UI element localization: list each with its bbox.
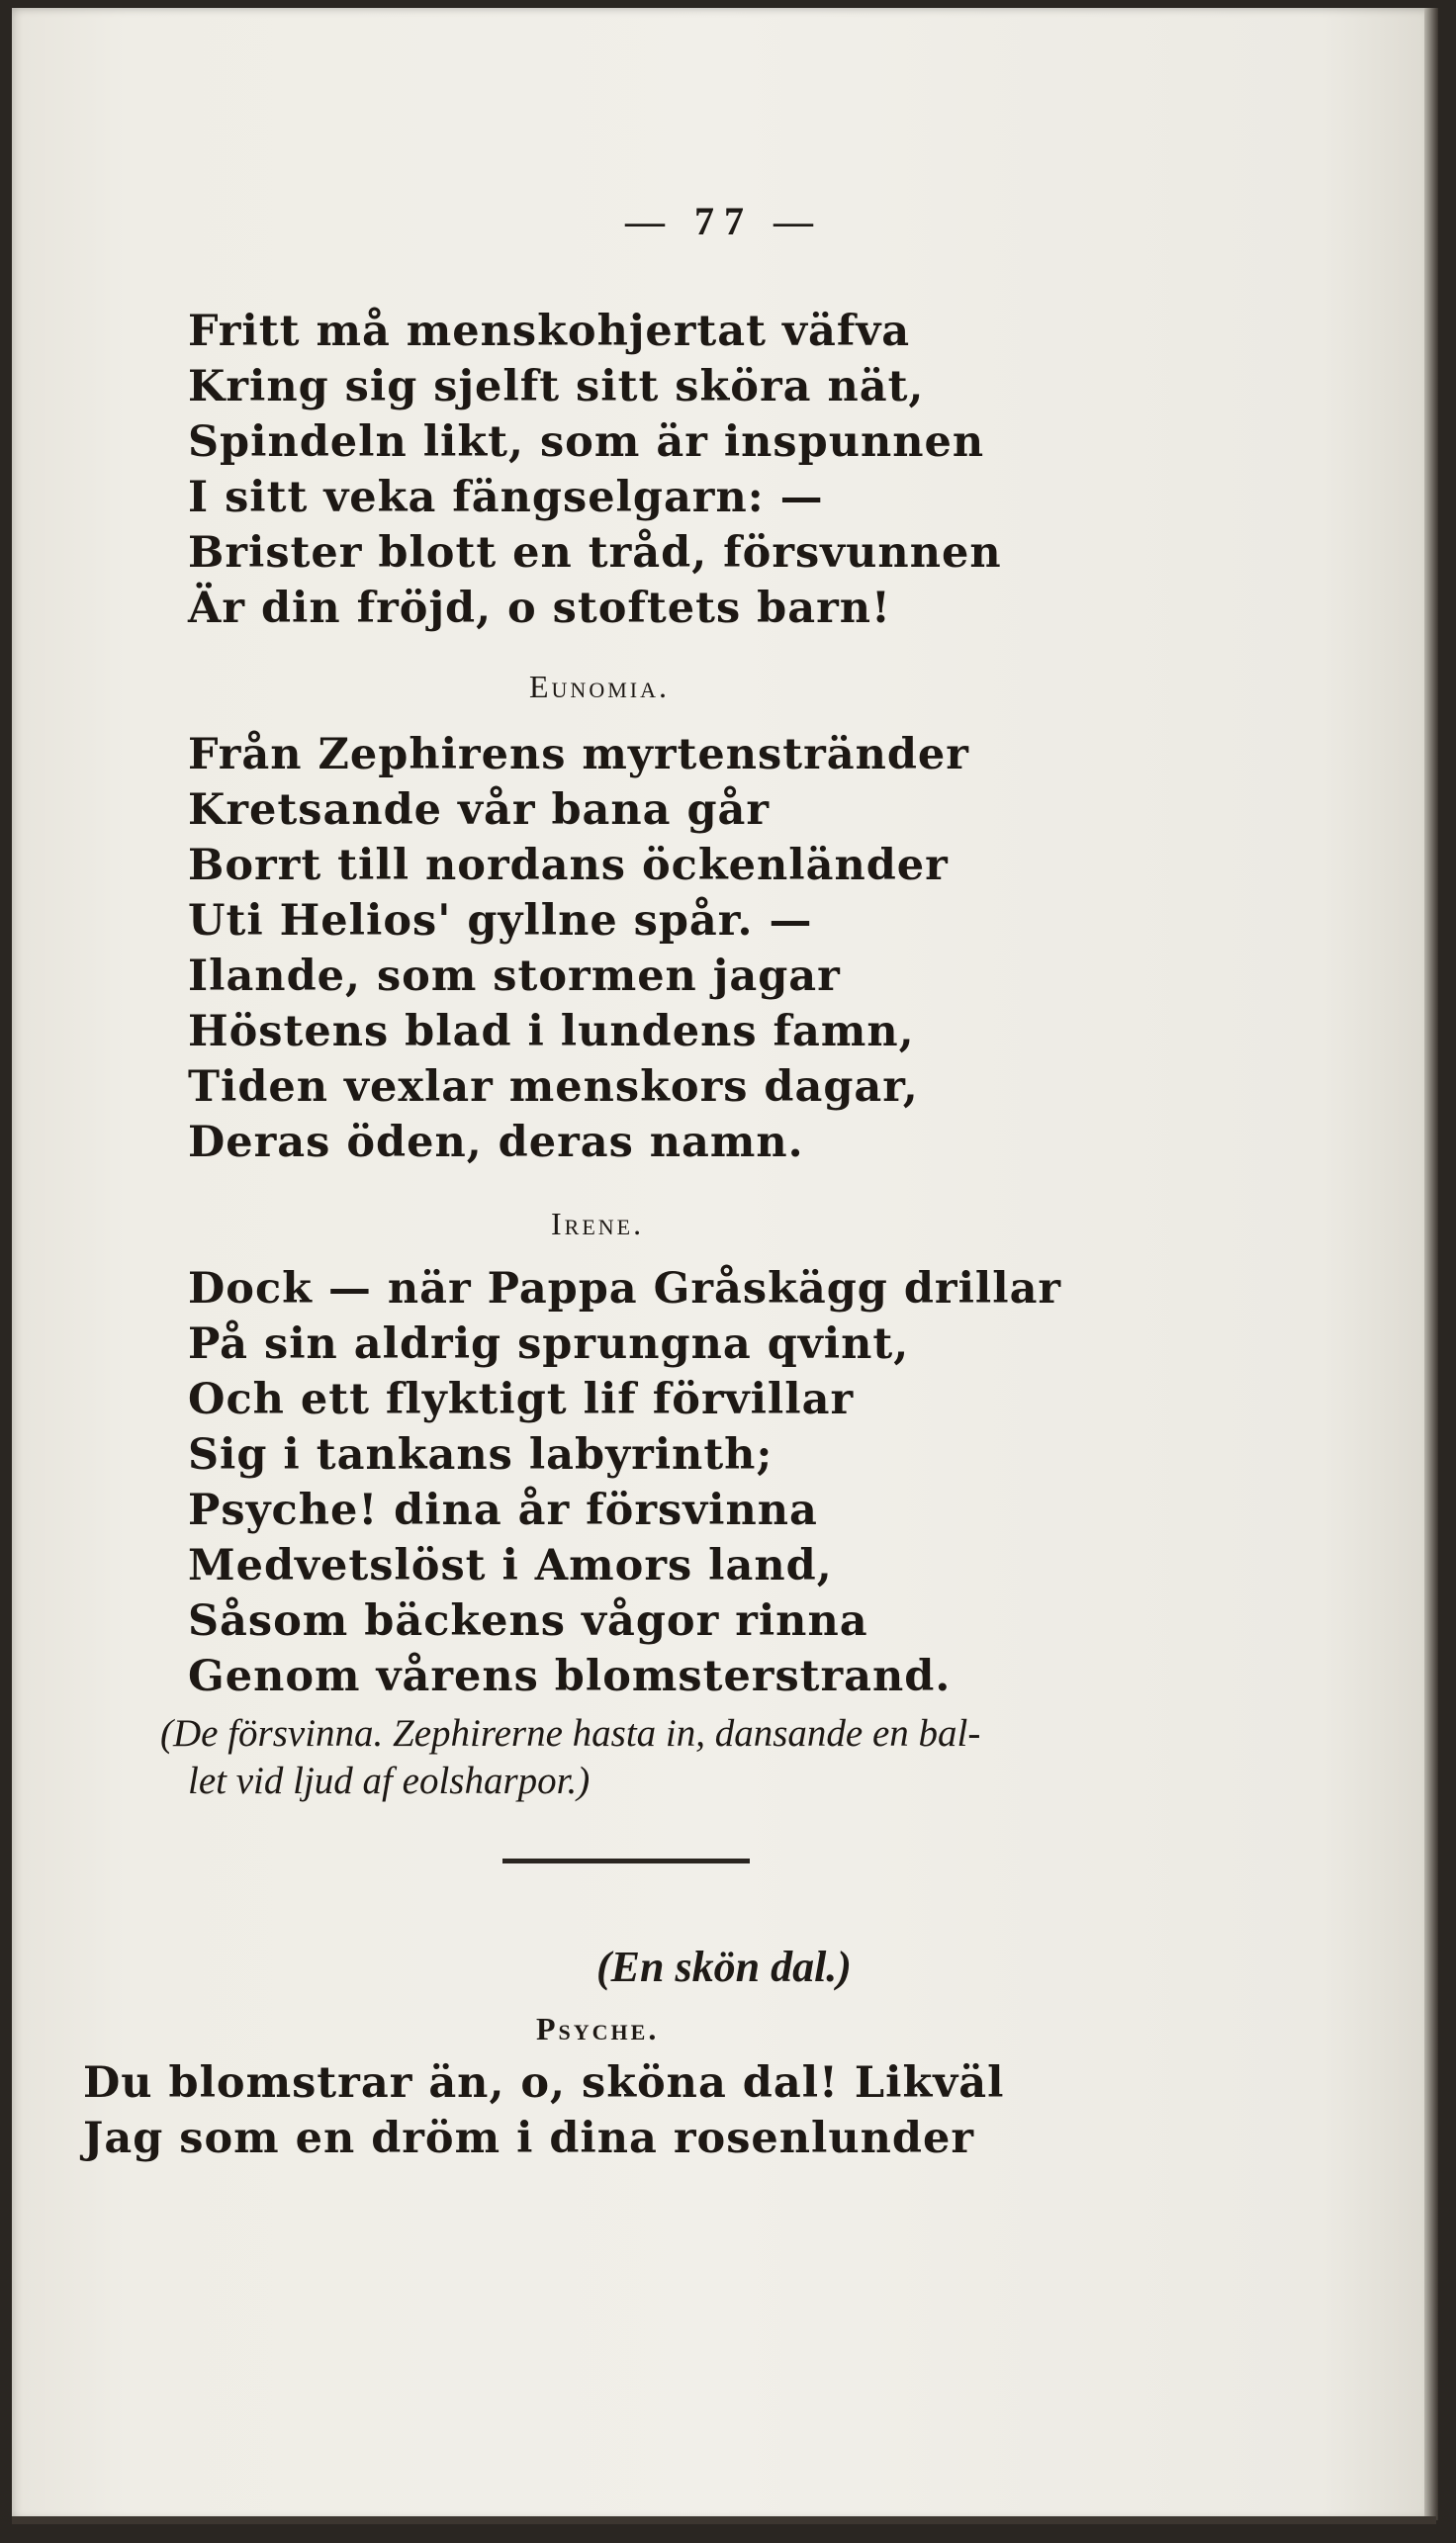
stage-direction-line: let vid ljud af eolsharpor.): [188, 1760, 591, 1802]
verse-line: Höstens blad i lundens famn,: [188, 1007, 915, 1056]
verse-line: Sig i tankans labyrinth;: [188, 1430, 774, 1480]
book-page: [12, 8, 1436, 2520]
page-edge-bottom: [12, 2516, 1436, 2524]
verse-line: Dock — när Pappa Gråskägg drillar: [188, 1264, 1062, 1314]
verse-line: Jag som en dröm i dina rosenlunder: [83, 2114, 974, 2163]
verse-line: Såsom bäckens vågor rinna: [188, 1596, 868, 1646]
verse-line: Spindeln likt, som är inspunnen: [188, 417, 985, 467]
verse-line: Och ett flyktigt lif förvillar: [188, 1375, 855, 1424]
verse-line: Deras öden, deras namn.: [188, 1118, 804, 1167]
verse-line: Kretsande vår bana går: [188, 785, 771, 835]
verse-line: Genom vårens blomsterstrand.: [188, 1652, 952, 1701]
page-number-header: — 77 —: [625, 199, 823, 243]
verse-line: Tiden vexlar menskors dagar,: [188, 1062, 919, 1112]
verse-line: Medvetslöst i Amors land,: [188, 1541, 833, 1590]
verse-line: På sin aldrig sprungna qvint,: [188, 1319, 910, 1369]
verse-line: Brister blott en tråd, försvunnen: [188, 528, 1002, 578]
page-edge-right: [1424, 8, 1438, 2520]
verse-line: I sitt veka fängselgarn: —: [188, 473, 824, 522]
verse-line: Är din fröjd, o stoftets barn!: [188, 584, 891, 633]
verse-line: Kring sig sjelft sitt sköra nät,: [188, 362, 925, 411]
speaker-name: Eunomia.: [529, 669, 670, 704]
verse-line: Fritt må menskohjertat väfva: [188, 307, 911, 356]
verse-line: Borrt till nordans öckenländer: [188, 841, 949, 890]
speaker-name: Irene.: [551, 1206, 645, 1241]
verse-line: Psyche! dina år försvinna: [188, 1486, 818, 1535]
verse-line: Uti Helios' gyllne spår. —: [188, 896, 813, 946]
verse-line: Ilande, som stormen jagar: [188, 952, 841, 1001]
verse-line: Du blomstrar än, o, sköna dal! Likväl: [83, 2058, 1005, 2108]
speaker-name: Psyche.: [536, 2011, 660, 2046]
verse-line: Från Zephirens myrtenstränder: [188, 730, 969, 779]
stage-direction-line: (De försvinna. Zephirerne hasta in, dansande en bal-: [160, 1712, 981, 1755]
scene-title: (En skön dal.): [596, 1943, 852, 1991]
section-divider: [502, 1859, 750, 1863]
